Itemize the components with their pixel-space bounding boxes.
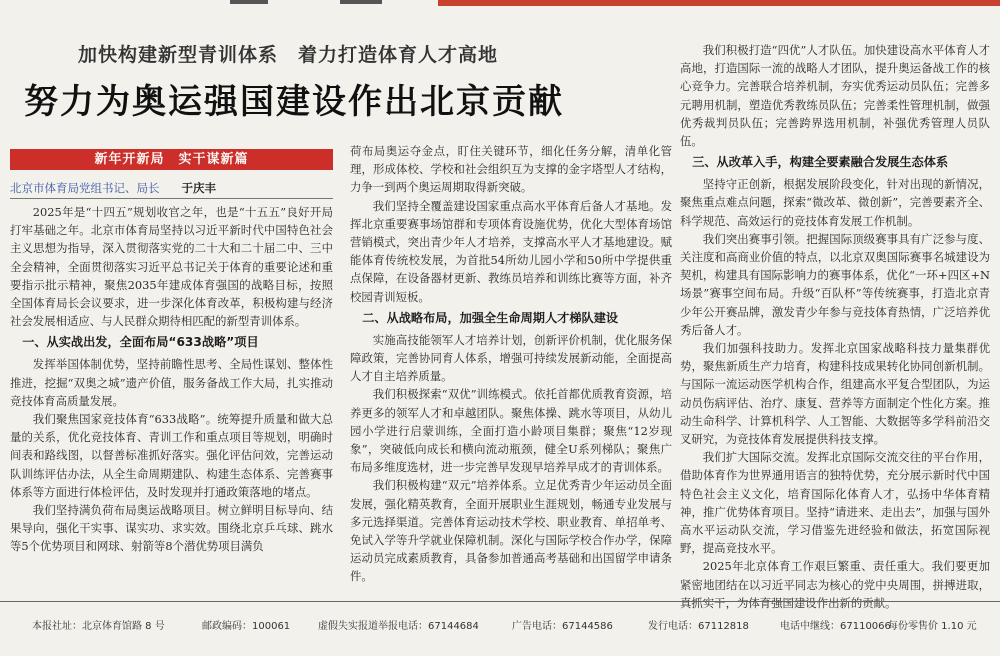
footer-address: 本报社址：北京体育馆路 8 号 — [32, 621, 165, 632]
article-column-3 — [680, 41, 990, 612]
section-heading-1: 一、从实战出发，全面布局“633战略”项目 — [22, 335, 259, 350]
paragraph: 2025年北京体育工作艰巨繁重、责任重大。我们要更加紧密地团结在以习近平同志为核心的党中央周围，拼搏进取，真抓实干，为体育强国建设作出新的贡献。 — [680, 559, 990, 610]
paragraph: 我们突出赛事引领。把握国际顶级赛事具有广泛参与度、关注度和高商业价值的特点，以北京双奥国际赛事名城建设为契机，构建具有国际影响力的赛事体系，优化“一环+四区+N场景”赛事空间布局。升级“百队杯”等传统赛事，打造北京青少年公开赛品牌，激发青少年参与竞技体育热情，广泛培养优秀后备人才。 — [680, 231, 990, 337]
paragraph: 坚持守正创新，根据发展阶段变化，针对出现的新情况，聚焦重点难点问题，探索“微改革、微创新”，完善要素齐全、科学规范、高效运行的竞技体育发展工作机制。 — [680, 177, 990, 228]
paragraph: 我们加强科技助力。发挥北京国家战略科技力量集群优势，聚焦新质生产力培育，构建科技成果转化协同创新机制。与国际一流运动医学机构合作，组建高水平复合型团队，为运动员伤病评估、治疗、康复、营养等方面制定个性化方案。推动生命科学、计算机科学、人工智能、大数据等多学科前沿交叉研究，为竞技体育发展提供科技支撑。 — [680, 341, 990, 447]
section-banner: 新年开新局 实干谋新篇 — [10, 149, 333, 170]
article-column-2 — [350, 142, 672, 586]
paragraph: 2025年是“十四五”规划收官之年，也是“十五五”良好开局打牢基础之年。北京市体育局坚持以习近平新时代中国特色社会主义思想为指导，深入贯彻落实党的二十大和二十届二中、三中全会精神，全面贯彻落实习近平总书记关于体育的重要论述和重要指示批示精神，聚焦2035年建成体育强国的战略目标，按照全国体育局长会议要求，进一步深化体育改革，积极构建与经济社会发展相适应、与人民群众期待相匹配的新型青训体系。 — [10, 205, 333, 329]
paragraph: 我们扩大国际交流。发挥北京国际交流交往的平台作用，借助体育作为世界通用语言的独特优势，充分展示新时代中国特色社会主义文化，培育国际化体育人才，弘扬中华体育精神，推广优势体育项目。坚持“请进来、走出去”，加强与国外高水平运动队交流，学习借鉴先进经验和做法，拓宽国际视野，提高竞技水平。 — [680, 450, 990, 556]
top-red-banner — [438, 0, 1000, 6]
article-column-1 — [10, 149, 333, 556]
paragraph-continued: 荷布局奥运夺金点，盯住关键环节，细化任务分解，清单化管理，形成体校、学校和社会组织互为支撑的金字塔型人才结构，力争一到两个奥运周期取得新突破。 — [350, 144, 672, 195]
newspaper-footer — [0, 617, 1000, 635]
paragraph: 我们聚焦国家竞技体育“633战略”。统筹提升质量和做大总量的关系，优化竞技体育、青训工作和重点项目等规划，明确时间表和路线图，以督善标准抓好落实。强化评估问效，完善运动队训练评估办法，从全生命周期建队、构建生态体系、完善赛事体系等方面进行体检评估，及时发现并打通政策落地的堵点。 — [10, 412, 333, 499]
paragraph: 我们积极构建“双元”培养体系。立足优秀青少年运动员全面发展，强化精英教育，全面开展职业生涯规划，畅通专业发展与多元选择渠道。完善体育运动技术学校、职业教育、单招单考、免试入学等升学就业保障机制。深化与国际学校合作办学，保障运动员完成素质教育，具备参加普通高考基础和出国留学申请条件。 — [350, 478, 672, 584]
section-heading-2: 二、从战略布局，加强全生命周期人才梯队建设 — [362, 310, 619, 325]
headline-kicker: 加快构建新型青训体系 着力打造体育人才高地 — [78, 44, 499, 66]
paragraph: 发挥举国体制优势，坚持前瞻性思考、全局性谋划、整体性推进，挖掘“双奥之城”遗产价值，服务备战工作大局，扎实推动竞技体育高质量发展。 — [10, 357, 333, 408]
footer-price: 每份零售价 1.10 元 — [888, 621, 977, 632]
top-ink-mark — [230, 0, 268, 4]
top-ink-mark — [340, 0, 382, 4]
section-heading-3: 三、从改革入手，构建全要素融合发展生态体系 — [692, 155, 949, 170]
byline-affiliation: 北京市体育局党组书记、局长 — [10, 181, 160, 195]
footer-divider — [0, 601, 1000, 602]
byline — [10, 178, 333, 199]
byline-author: 于庆丰 — [181, 181, 216, 195]
footer-ad-phone: 广告电话：67144586 — [512, 621, 613, 632]
paragraph: 实施高技能领军人才培养计划，创新评价机制，优化服务保障政策，完善协同育人体系，增强可持续发展新动能，全面提高人才自主培养质量。 — [350, 332, 672, 384]
top-strip — [0, 0, 1000, 6]
footer-postcode: 邮政编码：100061 — [202, 621, 291, 632]
headline-title: 努力为奥运强国建设作出北京贡献 — [24, 82, 564, 122]
footer-switchboard: 电话中继线：67110066 — [780, 621, 891, 632]
paragraph: 我们坚持全覆盖建设国家重点高水平体育后备人才基地。发挥北京重要赛事场馆群和专项体育设施优势，优化大型体育场馆营销模式，突出青少年人才培养，支撑高水平人才基地建设。赋能体育传统校发展，为首批54所幼儿园小学和50所中学提供重点保障，在设备器材更新、教练员培养和训练比赛等方面，补齐校园青训短板。 — [350, 198, 672, 304]
paragraph: 我们积极打造“四优”人才队伍。加快建设高水平体育人才高地，打造国际一流的战略人才团队，提升奥运备战工作的核心竞争力。完善联合培养机制，夯实优秀运动员队伍；完善多元聘用机制，塑造优秀教练员队伍；完善柔性管理机制，做强优秀裁判员队伍；完善跨界选用机制，补强优秀管理人员队伍。 — [680, 43, 990, 149]
footer-report-phone: 虚假失实报道举报电话：67144684 — [318, 621, 479, 632]
footer-distribution-phone: 发行电话：67112818 — [648, 621, 749, 632]
paragraph: 我们积极探索“双优”训练模式。依托首都优质教育资源，培养更多的领军人才和卓越团队。聚焦体操、跳水等项目，从幼儿园小学进行启蒙训练，全面打造小龄项目集群；聚焦“12岁现象”，突破低向成长和横向流动瓶颈，健全U系列梯队；聚焦广布局多维度选材，进一步完善早发现早培养早成才的青训体系。 — [350, 387, 672, 475]
paragraph: 我们坚持满负荷布局奥运战略项目。树立鲜明目标导向、结果导向，强化干实事、谋实功、求实效。围绕北京乒乓球、跳水等5个优势项目和网球、射箭等8个潜优势项目满负 — [10, 503, 333, 554]
